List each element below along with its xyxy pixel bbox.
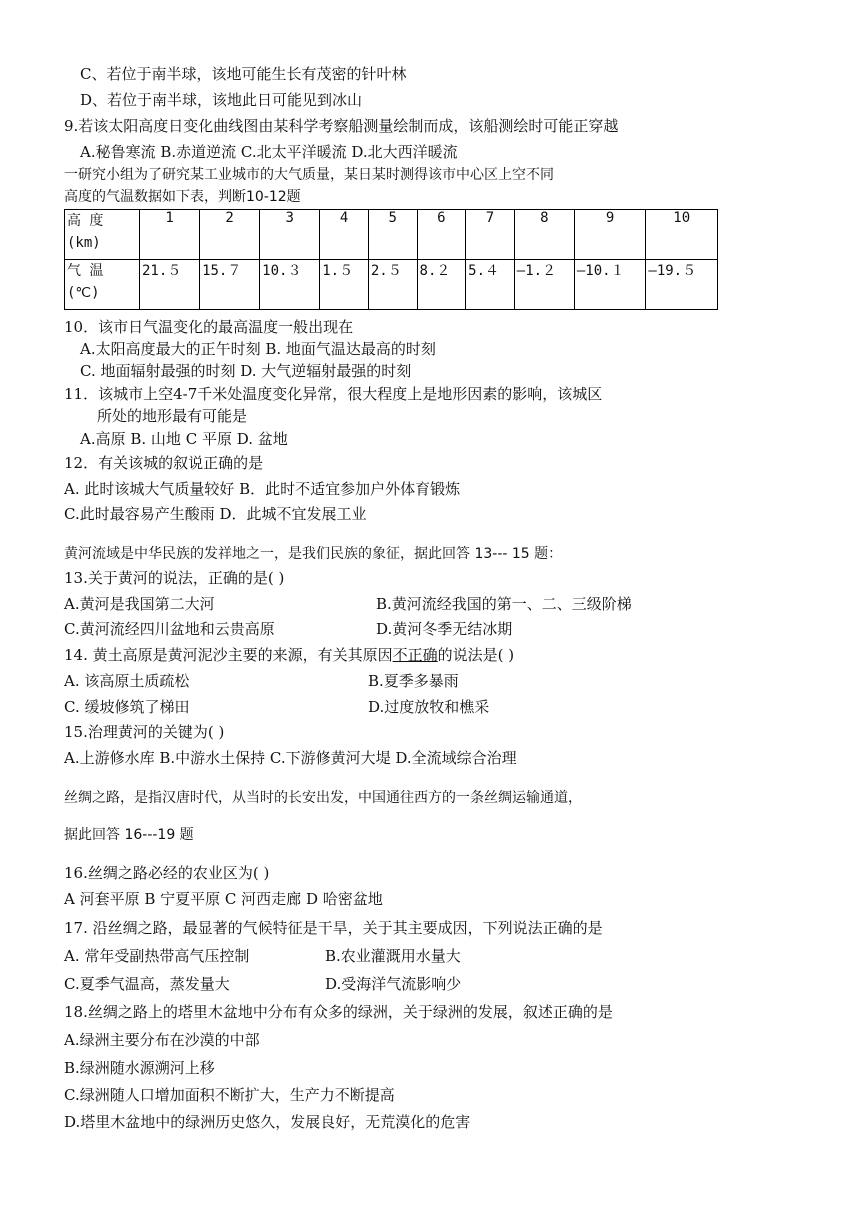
question-13-option-d: D.黄河冬季无结冰期 [376, 620, 513, 638]
question-9-options: A.秘鲁寒流 B.赤道逆流 C.北太平洋暖流 D.北大西洋暖流 [80, 143, 458, 161]
question-12-stem: 12．有关该城的叙说正确的是 [64, 454, 264, 472]
temperature-cell [466, 260, 515, 310]
height-cell: 6 [417, 210, 466, 260]
height-cell: 5 [368, 210, 417, 260]
height-cell: 9 [574, 210, 646, 260]
temperature-cell [646, 260, 718, 310]
question-14-stem-part2: 的说法是( ) [437, 646, 515, 664]
intro-16-19-line-1: 丝绸之路，是指汉唐时代，从当时的长安出发，中国通往西方的一条丝绸运输通道， [64, 790, 582, 806]
intro-16-19-line-2: 据此回答 16---19 题 [64, 827, 194, 843]
temperature-value: 8.２ [419, 263, 451, 279]
height-unit: (km) [67, 235, 101, 251]
temperature-table [64, 209, 718, 310]
table-intro-line-2: 高度的气温数据如下表，判断10-12题 [64, 189, 301, 205]
temperature-value: 5.４ [468, 263, 500, 279]
temperature-value: 10.３ [262, 263, 302, 279]
question-12-options-cd: C.此时最容易产生酸雨 D．此城不宜发展工业 [64, 505, 367, 523]
temperature-value: —1.２ [516, 263, 557, 279]
question-9-stem: 9.若该太阳高度日变化曲线图由某科学考察船测量绘制而成，该船测绘时可能正穿越 [64, 117, 619, 135]
temperature-label-cell [65, 260, 140, 310]
height-cell: 4 [320, 210, 369, 260]
temperature-value: —10.１ [576, 263, 625, 279]
question-13-option-b: B.黄河流经我国的第一、二、三级阶梯 [376, 595, 632, 613]
question-17-option-b: B.农业灌溉用水量大 [325, 947, 461, 965]
question-10-stem: 10．该市日气温变化的最高温度一般出现在 [64, 318, 354, 336]
question-14-underlined: 不正确 [392, 646, 438, 664]
temperature-cell [574, 260, 646, 310]
question-11-stem-cont: 所处的地形最有可能是 [97, 407, 248, 425]
question-14-stem [64, 645, 514, 665]
height-cell: 3 [260, 210, 320, 260]
option-c-line: C、若位于南半球，该地可能生长有茂密的针叶林 [80, 65, 407, 83]
question-10-options-ab: A.太阳高度最大的正午时刻 B. 地面气温达最高的时刻 [80, 340, 436, 358]
option-d-line: D、若位于南半球，该地此日可能见到冰山 [80, 91, 363, 109]
question-15-options: A.上游修水库 B.中游水土保持 C.下游修黄河大堤 D.全流域综合治理 [64, 749, 517, 767]
question-13-option-a: A.黄河是我国第二大河 [64, 595, 215, 613]
question-12-options-ab: A. 此时该城大气质量较好 B．此时不适宜参加户外体育锻炼 [64, 480, 461, 498]
question-14-stem-part1: 14. 黄土高原是黄河泥沙主要的来源，有关其原因 [64, 646, 393, 664]
height-label-cell [65, 210, 140, 260]
temperature-cell [260, 260, 320, 310]
temperature-cell [514, 260, 574, 310]
table-row-temperature [65, 260, 718, 310]
temperature-cell [200, 260, 260, 310]
question-14-option-a: A. 该高原土质疏松 [64, 672, 190, 690]
question-16-options: A 河套平原 B 宁夏平原 C 河西走廊 D 哈密盆地 [64, 890, 383, 908]
question-17-stem: 17. 沿丝绸之路，最显著的气候特征是干旱，关于其主要成因，下列说法正确的是 [64, 919, 603, 937]
question-18-stem: 18.丝绸之路上的塔里木盆地中分布有众多的绿洲，关于绿洲的发展，叙述正确的是 [64, 1003, 613, 1021]
table-intro-line-1: 一研究小组为了研究某工业城市的大气质量，某日某时测得该市中心区上空不同 [64, 167, 554, 183]
temperature-unit: (℃) [67, 285, 100, 301]
temperature-value: —19.５ [648, 263, 697, 279]
temperature-label: 气 温 [67, 263, 104, 279]
question-13-stem: 13.关于黄河的说法，正确的是( ) [64, 569, 285, 587]
question-14-option-b: B.夏季多暴雨 [368, 672, 459, 690]
question-17-option-a: A. 常年受副热带高气压控制 [64, 947, 250, 965]
question-14-option-c: C. 缓坡修筑了梯田 [64, 698, 190, 716]
temperature-value: 1.５ [322, 263, 354, 279]
question-13-option-c: C.黄河流经四川盆地和云贵高原 [64, 620, 275, 638]
temperature-value: 2.５ [370, 263, 402, 279]
temperature-cell [320, 260, 369, 310]
question-11-options: A.高原 B. 山地 C 平原 D. 盆地 [80, 430, 288, 448]
question-18-option-a: A.绿洲主要分布在沙漠的中部 [64, 1031, 260, 1049]
question-14-option-d: D.过度放牧和樵采 [368, 698, 490, 716]
question-18-option-d: D.塔里木盆地中的绿洲历史悠久，发展良好，无荒漠化的危害 [64, 1113, 471, 1131]
question-16-stem: 16.丝绸之路必经的农业区为( ) [64, 864, 270, 882]
question-11-stem: 11．该城市上空4-7千米处温度变化异常，很大程度上是地形因素的影响，该城区 [64, 385, 603, 403]
question-10-options-cd: C. 地面辐射最强的时刻 D. 大气逆辐射最强的时刻 [80, 362, 412, 380]
temperature-cell [140, 260, 200, 310]
height-label: 高 度 [67, 213, 104, 229]
table-row-height [65, 210, 718, 260]
temperature-value: 21.５ [142, 263, 182, 279]
height-cell: 8 [514, 210, 574, 260]
question-17-option-d: D.受海洋气流影响少 [325, 975, 462, 993]
height-cell: 7 [466, 210, 515, 260]
temperature-value: 15.７ [202, 263, 242, 279]
temperature-cell [368, 260, 417, 310]
height-cell: 10 [646, 210, 718, 260]
height-cell: 2 [200, 210, 260, 260]
question-18-option-b: B.绿洲随水源溯河上移 [64, 1059, 215, 1077]
question-17-option-c: C.夏季气温高，蒸发量大 [64, 975, 230, 993]
temperature-cell [417, 260, 466, 310]
question-15-stem: 15.治理黄河的关键为( ) [64, 723, 225, 741]
intro-13-15: 黄河流域是中华民族的发祥地之一，是我们民族的象征，据此回答 13--- 15 题： [64, 546, 563, 562]
question-18-option-c: C.绿洲随人口增加面积不断扩大，生产力不断提高 [64, 1086, 395, 1104]
height-cell: 1 [140, 210, 200, 260]
